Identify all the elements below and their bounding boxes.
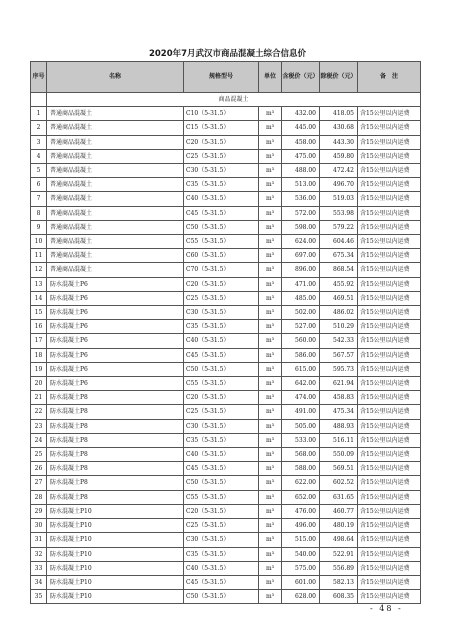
- cell-name: 普通商品混凝土: [47, 107, 184, 121]
- cell-no: 20: [31, 377, 47, 391]
- cell-name: 普通商品混凝土: [47, 249, 184, 263]
- cell-no: 23: [31, 419, 47, 433]
- cell-no: 5: [31, 164, 47, 178]
- cell-name: 防水混凝土P6: [47, 291, 184, 305]
- cell-unit: m³: [259, 405, 282, 419]
- cell-unit: m³: [259, 164, 282, 178]
- cell-tax-incl: 896.00: [282, 263, 320, 277]
- cell-unit: m³: [259, 590, 282, 604]
- cell-no: 7: [31, 192, 47, 206]
- cell-spec: C30（5-31.5）: [184, 164, 259, 178]
- cell-name: 防水混凝土P8: [47, 419, 184, 433]
- cell-no: 3: [31, 135, 47, 149]
- cell-tax-excl: 469.51: [320, 291, 358, 305]
- cell-unit: m³: [259, 575, 282, 589]
- cell-tax-excl: 569.51: [320, 462, 358, 476]
- cell-remark: 含15公里以内运费: [358, 519, 421, 533]
- table-row: [31, 107, 421, 121]
- cell-spec: C25（5-31.5）: [184, 149, 259, 163]
- table-row: [31, 306, 421, 320]
- cell-unit: m³: [259, 192, 282, 206]
- table-row: [31, 391, 421, 405]
- cell-unit: m³: [259, 519, 282, 533]
- cell-tax-excl: 486.02: [320, 306, 358, 320]
- cell-unit: m³: [259, 391, 282, 405]
- cell-unit: m³: [259, 320, 282, 334]
- cell-tax-excl: 602.52: [320, 476, 358, 490]
- table-row: [31, 277, 421, 291]
- cell-remark: 含15公里以内运费: [358, 220, 421, 234]
- cell-name: 防水混凝土P10: [47, 547, 184, 561]
- cell-no: 12: [31, 263, 47, 277]
- cell-spec: C50（5-31.5）: [184, 476, 259, 490]
- cell-tax-excl: 608.35: [320, 590, 358, 604]
- cell-spec: C45（5-31.5）: [184, 575, 259, 589]
- cell-spec: C40（5-31.5）: [184, 561, 259, 575]
- cell-name: 防水混凝土P8: [47, 476, 184, 490]
- header-name: 名称: [47, 62, 184, 93]
- cell-tax-excl: 567.57: [320, 348, 358, 362]
- cell-tax-incl: 560.00: [282, 334, 320, 348]
- table-row: [31, 164, 421, 178]
- cell-tax-incl: 622.00: [282, 476, 320, 490]
- cell-name: 普通商品混凝土: [47, 121, 184, 135]
- cell-remark: 含15公里以内运费: [358, 192, 421, 206]
- cell-tax-incl: 642.00: [282, 377, 320, 391]
- header-tax-incl: 含税价（元）: [282, 62, 320, 93]
- cell-spec: C40（5-31.5）: [184, 448, 259, 462]
- cell-tax-incl: 513.00: [282, 178, 320, 192]
- cell-name: 普通商品混凝土: [47, 206, 184, 220]
- cell-name: 防水混凝土P10: [47, 575, 184, 589]
- cell-remark: 含15公里以内运费: [358, 149, 421, 163]
- cell-spec: C25（5-31.5）: [184, 405, 259, 419]
- cell-tax-excl: 488.93: [320, 419, 358, 433]
- cell-remark: 含15公里以内运费: [358, 433, 421, 447]
- table-row: [31, 575, 421, 589]
- cell-spec: C35（5-31.5）: [184, 547, 259, 561]
- cell-spec: C20（5-31.5）: [184, 277, 259, 291]
- cell-tax-incl: 502.00: [282, 306, 320, 320]
- cell-tax-excl: 418.05: [320, 107, 358, 121]
- cell-tax-incl: 598.00: [282, 220, 320, 234]
- cell-unit: m³: [259, 249, 282, 263]
- cell-no: 9: [31, 220, 47, 234]
- cell-unit: m³: [259, 334, 282, 348]
- cell-tax-incl: 491.00: [282, 405, 320, 419]
- cell-spec: C15（5-31.5）: [184, 121, 259, 135]
- cell-spec: C20（5-31.5）: [184, 391, 259, 405]
- cell-tax-excl: 604.46: [320, 235, 358, 249]
- cell-remark: 含15公里以内运费: [358, 263, 421, 277]
- page-title: 2020年7月武汉市商品混凝土综合信息价: [148, 49, 307, 59]
- cell-remark: 含15公里以内运费: [358, 504, 421, 518]
- cell-no: 10: [31, 235, 47, 249]
- cell-unit: m³: [259, 433, 282, 447]
- cell-tax-incl: 586.00: [282, 348, 320, 362]
- cell-tax-incl: 485.00: [282, 291, 320, 305]
- cell-spec: C55（5-31.5）: [184, 490, 259, 504]
- cell-spec: C40（5-31.5）: [184, 192, 259, 206]
- cell-tax-incl: 445.00: [282, 121, 320, 135]
- cell-spec: C50（5-31.5）: [184, 220, 259, 234]
- cell-name: 防水混凝土P8: [47, 448, 184, 462]
- cell-tax-excl: 621.94: [320, 377, 358, 391]
- cell-no: 19: [31, 362, 47, 376]
- cell-no: 1: [31, 107, 47, 121]
- cell-tax-incl: 527.00: [282, 320, 320, 334]
- cell-tax-incl: 432.00: [282, 107, 320, 121]
- cell-no: 22: [31, 405, 47, 419]
- cell-tax-incl: 474.00: [282, 391, 320, 405]
- cell-spec: C25（5-31.5）: [184, 291, 259, 305]
- page-number: - 48 -: [370, 604, 403, 613]
- cell-spec: C35（5-31.5）: [184, 178, 259, 192]
- cell-tax-incl: 697.00: [282, 249, 320, 263]
- cell-spec: C70（5-31.5）: [184, 263, 259, 277]
- cell-tax-excl: 498.64: [320, 533, 358, 547]
- cell-name: 防水混凝土P6: [47, 348, 184, 362]
- cell-unit: m³: [259, 476, 282, 490]
- table-row: [31, 291, 421, 305]
- cell-name: 防水混凝土P6: [47, 277, 184, 291]
- table-row: [31, 547, 421, 561]
- cell-no: 33: [31, 561, 47, 575]
- cell-tax-incl: 505.00: [282, 419, 320, 433]
- cell-name: 普通商品混凝土: [47, 192, 184, 206]
- cell-name: 防水混凝土P10: [47, 504, 184, 518]
- table-header-row: [31, 62, 421, 93]
- cell-remark: 含15公里以内运费: [358, 561, 421, 575]
- header-spec: 规格型号: [184, 62, 259, 93]
- cell-remark: 含15公里以内运费: [358, 291, 421, 305]
- cell-tax-excl: 595.73: [320, 362, 358, 376]
- cell-spec: C55（5-31.5）: [184, 377, 259, 391]
- cell-unit: m³: [259, 235, 282, 249]
- cell-name: 普通商品混凝土: [47, 164, 184, 178]
- cell-unit: m³: [259, 291, 282, 305]
- cell-no: 13: [31, 277, 47, 291]
- cell-unit: m³: [259, 121, 282, 135]
- cell-spec: C25（5-31.5）: [184, 519, 259, 533]
- cell-tax-incl: 533.00: [282, 433, 320, 447]
- cell-remark: 含15公里以内运费: [358, 249, 421, 263]
- cell-tax-excl: 516.11: [320, 433, 358, 447]
- cell-spec: C30（5-31.5）: [184, 533, 259, 547]
- cell-name: 防水混凝土P6: [47, 306, 184, 320]
- cell-tax-excl: 522.91: [320, 547, 358, 561]
- cell-no: 25: [31, 448, 47, 462]
- table-row: [31, 433, 421, 447]
- cell-tax-incl: 588.00: [282, 462, 320, 476]
- cell-spec: C55（5-31.5）: [184, 235, 259, 249]
- table-row: [31, 121, 421, 135]
- cell-no: 35: [31, 590, 47, 604]
- table-row: [31, 235, 421, 249]
- cell-remark: 含15公里以内运费: [358, 306, 421, 320]
- cell-tax-excl: 631.65: [320, 490, 358, 504]
- cell-spec: C60（5-31.5）: [184, 249, 259, 263]
- table-row: [31, 348, 421, 362]
- cell-no: 28: [31, 490, 47, 504]
- cell-remark: 含15公里以内运费: [358, 334, 421, 348]
- table-row: [31, 405, 421, 419]
- cell-tax-excl: 443.30: [320, 135, 358, 149]
- cell-remark: 含15公里以内运费: [358, 206, 421, 220]
- cell-tax-excl: 510.29: [320, 320, 358, 334]
- cell-remark: 含15公里以内运费: [358, 135, 421, 149]
- cell-remark: 含15公里以内运费: [358, 391, 421, 405]
- cell-tax-incl: 540.00: [282, 547, 320, 561]
- cell-name: 普通商品混凝土: [47, 135, 184, 149]
- cell-no: 32: [31, 547, 47, 561]
- cell-spec: C45（5-31.5）: [184, 206, 259, 220]
- cell-remark: 含15公里以内运费: [358, 164, 421, 178]
- cell-tax-incl: 575.00: [282, 561, 320, 575]
- cell-tax-excl: 582.13: [320, 575, 358, 589]
- header-remark: 备 注: [358, 62, 421, 93]
- table-row: [31, 206, 421, 220]
- header-tax-excl: 除税价（元）: [320, 62, 358, 93]
- table-row: [31, 490, 421, 504]
- cell-tax-incl: 475.00: [282, 149, 320, 163]
- cell-name: 防水混凝土P10: [47, 519, 184, 533]
- table-row: [31, 519, 421, 533]
- cell-no: 27: [31, 476, 47, 490]
- header-unit: 单位: [259, 62, 282, 93]
- cell-no: 21: [31, 391, 47, 405]
- section-row: [31, 93, 421, 107]
- cell-spec: C35（5-31.5）: [184, 320, 259, 334]
- cell-remark: 含15公里以内运费: [358, 575, 421, 589]
- cell-unit: m³: [259, 277, 282, 291]
- table-row: [31, 220, 421, 234]
- cell-unit: m³: [259, 419, 282, 433]
- cell-tax-excl: 459.80: [320, 149, 358, 163]
- cell-remark: 含15公里以内运费: [358, 590, 421, 604]
- table-row: [31, 263, 421, 277]
- cell-unit: m³: [259, 206, 282, 220]
- cell-name: 防水混凝土P6: [47, 362, 184, 376]
- cell-remark: 含15公里以内运费: [358, 377, 421, 391]
- cell-name: 防水混凝土P6: [47, 320, 184, 334]
- cell-remark: 含15公里以内运费: [358, 277, 421, 291]
- cell-tax-excl: 460.77: [320, 504, 358, 518]
- cell-tax-incl: 476.00: [282, 504, 320, 518]
- table-row: [31, 320, 421, 334]
- cell-spec: C50（5-31.5）: [184, 362, 259, 376]
- cell-no: 31: [31, 533, 47, 547]
- cell-tax-incl: 496.00: [282, 519, 320, 533]
- table-row: [31, 533, 421, 547]
- table-row: [31, 362, 421, 376]
- table-row: [31, 476, 421, 490]
- cell-no: 11: [31, 249, 47, 263]
- cell-unit: m³: [259, 107, 282, 121]
- cell-tax-excl: 519.03: [320, 192, 358, 206]
- cell-unit: m³: [259, 462, 282, 476]
- cell-tax-incl: 652.00: [282, 490, 320, 504]
- cell-unit: m³: [259, 135, 282, 149]
- price-table: [30, 61, 421, 604]
- cell-name: 防水混凝土P10: [47, 590, 184, 604]
- table-row: [31, 561, 421, 575]
- cell-tax-excl: 472.42: [320, 164, 358, 178]
- cell-spec: C30（5-31.5）: [184, 306, 259, 320]
- cell-tax-incl: 628.00: [282, 590, 320, 604]
- header-no: 序号: [31, 62, 47, 93]
- cell-tax-excl: 496.70: [320, 178, 358, 192]
- cell-spec: C50（5-31.5）: [184, 590, 259, 604]
- cell-name: 防水混凝土P8: [47, 462, 184, 476]
- cell-name: 普通商品混凝土: [47, 149, 184, 163]
- cell-unit: m³: [259, 306, 282, 320]
- cell-no: 24: [31, 433, 47, 447]
- cell-no: 29: [31, 504, 47, 518]
- cell-remark: 含15公里以内运费: [358, 476, 421, 490]
- cell-name: 普通商品混凝土: [47, 263, 184, 277]
- table-row: [31, 149, 421, 163]
- cell-remark: 含15公里以内运费: [358, 362, 421, 376]
- cell-unit: m³: [259, 377, 282, 391]
- cell-remark: 含15公里以内运费: [358, 462, 421, 476]
- table-row: [31, 504, 421, 518]
- cell-unit: m³: [259, 547, 282, 561]
- cell-name: 防水混凝土P10: [47, 561, 184, 575]
- cell-remark: 含15公里以内运费: [358, 405, 421, 419]
- cell-spec: C30（5-31.5）: [184, 419, 259, 433]
- cell-name: 防水混凝土P8: [47, 405, 184, 419]
- cell-unit: m³: [259, 263, 282, 277]
- cell-spec: C10（5-31.5）: [184, 107, 259, 121]
- cell-tax-incl: 572.00: [282, 206, 320, 220]
- cell-name: 防水混凝土P6: [47, 334, 184, 348]
- cell-tax-excl: 553.98: [320, 206, 358, 220]
- cell-remark: 含15公里以内运费: [358, 419, 421, 433]
- cell-tax-excl: 480.19: [320, 519, 358, 533]
- table-row: [31, 448, 421, 462]
- cell-tax-excl: 475.34: [320, 405, 358, 419]
- cell-tax-incl: 615.00: [282, 362, 320, 376]
- cell-name: 普通商品混凝土: [47, 235, 184, 249]
- cell-spec: C20（5-31.5）: [184, 135, 259, 149]
- cell-unit: m³: [259, 504, 282, 518]
- cell-unit: m³: [259, 362, 282, 376]
- cell-tax-excl: 550.09: [320, 448, 358, 462]
- table-row: [31, 377, 421, 391]
- table-row: [31, 590, 421, 604]
- cell-spec: C20（5-31.5）: [184, 504, 259, 518]
- cell-tax-incl: 624.00: [282, 235, 320, 249]
- cell-name: 防水混凝土P8: [47, 391, 184, 405]
- cell-tax-incl: 471.00: [282, 277, 320, 291]
- cell-remark: 含15公里以内运费: [358, 448, 421, 462]
- cell-tax-incl: 488.00: [282, 164, 320, 178]
- cell-spec: C35（5-31.5）: [184, 433, 259, 447]
- cell-tax-incl: 536.00: [282, 192, 320, 206]
- cell-no: 6: [31, 178, 47, 192]
- cell-name: 防水混凝土P10: [47, 533, 184, 547]
- cell-name: 防水混凝土P8: [47, 490, 184, 504]
- cell-remark: 含15公里以内运费: [358, 547, 421, 561]
- cell-no: 17: [31, 334, 47, 348]
- cell-tax-incl: 515.00: [282, 533, 320, 547]
- cell-no: 8: [31, 206, 47, 220]
- cell-remark: 含15公里以内运费: [358, 178, 421, 192]
- cell-unit: m³: [259, 149, 282, 163]
- cell-no: 4: [31, 149, 47, 163]
- cell-no: 30: [31, 519, 47, 533]
- cell-unit: m³: [259, 561, 282, 575]
- cell-spec: C40（5-31.5）: [184, 334, 259, 348]
- table-row: [31, 192, 421, 206]
- cell-unit: m³: [259, 448, 282, 462]
- cell-tax-excl: 675.34: [320, 249, 358, 263]
- cell-tax-excl: 455.92: [320, 277, 358, 291]
- table-row: [31, 135, 421, 149]
- cell-tax-incl: 458.00: [282, 135, 320, 149]
- cell-remark: 含15公里以内运费: [358, 320, 421, 334]
- cell-no: 34: [31, 575, 47, 589]
- cell-tax-incl: 601.00: [282, 575, 320, 589]
- table-row: [31, 462, 421, 476]
- cell-remark: 含15公里以内运费: [358, 348, 421, 362]
- cell-unit: m³: [259, 348, 282, 362]
- cell-no: 26: [31, 462, 47, 476]
- table-row: [31, 419, 421, 433]
- cell-unit: m³: [259, 220, 282, 234]
- cell-tax-excl: 579.22: [320, 220, 358, 234]
- table-row: [31, 334, 421, 348]
- cell-tax-incl: 568.00: [282, 448, 320, 462]
- cell-tax-excl: 556.89: [320, 561, 358, 575]
- cell-tax-excl: 542.33: [320, 334, 358, 348]
- cell-remark: 含15公里以内运费: [358, 235, 421, 249]
- cell-no: 2: [31, 121, 47, 135]
- cell-no: 14: [31, 291, 47, 305]
- cell-name: 防水混凝土P8: [47, 433, 184, 447]
- cell-no: 18: [31, 348, 47, 362]
- cell-tax-excl: 458.83: [320, 391, 358, 405]
- cell-remark: 含15公里以内运费: [358, 490, 421, 504]
- section-label: 商品混凝土: [47, 93, 421, 107]
- cell-remark: 含15公里以内运费: [358, 107, 421, 121]
- cell-name: 普通商品混凝土: [47, 178, 184, 192]
- cell-spec: C45（5-31.5）: [184, 348, 259, 362]
- cell-unit: m³: [259, 490, 282, 504]
- cell-tax-excl: 430.68: [320, 121, 358, 135]
- cell-remark: 含15公里以内运费: [358, 121, 421, 135]
- cell-no: 16: [31, 320, 47, 334]
- cell-name: 防水混凝土P6: [47, 377, 184, 391]
- cell-name: 普通商品混凝土: [47, 220, 184, 234]
- cell-unit: m³: [259, 178, 282, 192]
- table-row: [31, 249, 421, 263]
- cell-remark: 含15公里以内运费: [358, 533, 421, 547]
- cell-tax-excl: 868.54: [320, 263, 358, 277]
- cell-no: 15: [31, 306, 47, 320]
- table-row: [31, 178, 421, 192]
- cell-spec: C45（5-31.5）: [184, 462, 259, 476]
- cell-unit: m³: [259, 533, 282, 547]
